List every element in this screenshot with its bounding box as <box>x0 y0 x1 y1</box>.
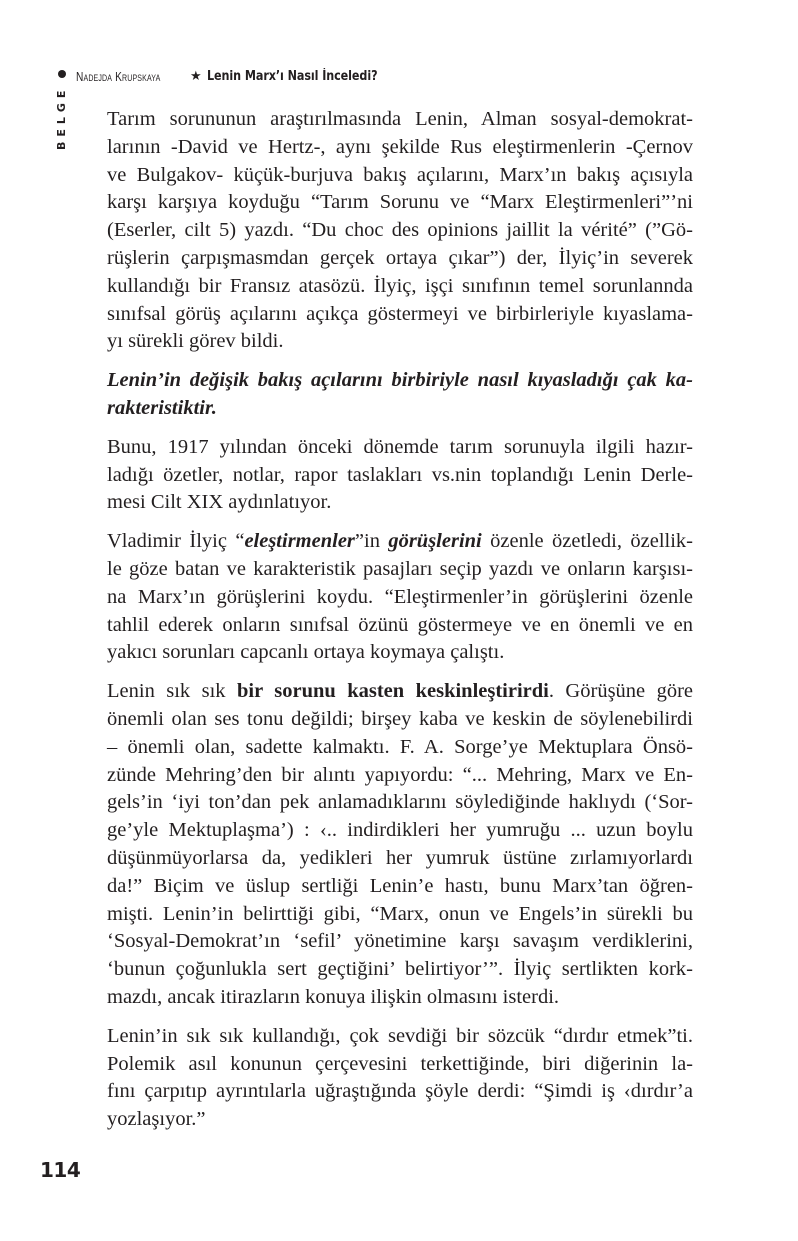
paragraph-1 <box>107 106 693 356</box>
text-line: ‘Sosyal-Demokrat’ın ‘sefil’ yönetimine karşı savaşım verdiklerini, <box>107 930 693 953</box>
running-head-book-title: Lenin Marx’ı Nasıl İnceledi? <box>206 68 378 84</box>
text-line: yakıcı sorunları capcanlı ortaya koymaya çalıştı. <box>107 641 505 664</box>
emphasis-run: görüşlerini <box>388 530 482 553</box>
text-line: fını çarpıtıp ayrıntılarla uğraştığında şöyle derdi: “Şimdi iş ‹dırdır’a <box>107 1080 693 1103</box>
text-line <box>107 678 693 706</box>
text-run: Vladimir İlyiç “ <box>107 530 245 553</box>
text-line: rüşlerin çarpışmasmdan gerçek ortaya çıkar”) der, İlyiç’in severek <box>107 246 693 269</box>
text-line: rakteristiktir. <box>107 396 217 419</box>
text-line: le göze batan ve karakteristik pasajları seçip yazdı ve onların karşısı- <box>107 557 693 580</box>
emphasis-run: eleştirmenler <box>244 530 355 553</box>
text-run: Lenin sık sık <box>107 680 237 703</box>
paragraph-2-emphasis <box>107 367 693 423</box>
text-run: . Görüşüne göre <box>548 680 694 703</box>
text-line: Lenin’in değişik bakış açılarını birbiriyle nasıl kıyasladığı çak ka- <box>107 369 693 392</box>
page-number: 114 <box>40 1158 81 1182</box>
text-line <box>107 528 693 556</box>
text-line: ge’yle Mektuplaşma’) : ‹.. indirdikleri her yumruğu ... uzun boylu <box>107 819 693 842</box>
text-line: zünde Mehring’den bir alıntı yapıyordu: “... Mehring, Marx ve En- <box>107 763 693 786</box>
text-line: önemli olan ses tonu değildi; birşey kaba ve keskin de söylenebilirdi <box>107 707 693 730</box>
text-line: mişti. Lenin’in belirttiği gibi, “Marx, onun ve Engels’in sürekli bu <box>107 902 693 925</box>
text-line: Tarım sorununun araştırılmasında Lenin, Alman sosyal-demokrat- <box>107 108 693 130</box>
text-line: ladığı özetler, notlar, rapor taslakları vs.nin toplandığı Lenin Derle- <box>107 463 693 486</box>
text-line: yozlaşıyor.” <box>107 1108 206 1131</box>
text-line: ‘bunun çoğunlukla sert geçtiğini’ belirtiyor’”. İlyiç sertlikten kork- <box>107 958 693 981</box>
paragraph-4 <box>107 528 693 667</box>
text-line: sınıfsal görüş açılarını açıkça göstermeyi ve birbirleriyle kıyaslama- <box>107 302 693 325</box>
text-line: na Marx’ın görüşlerini koydu. “Eleştirmenler’in görüşlerini özenle <box>107 585 693 608</box>
paragraph-6 <box>107 1023 693 1134</box>
text-line: mesi Cilt XIX aydınlatıyor. <box>107 491 332 514</box>
text-line: larının -David ve Hertz-, aynı şekilde Rus eleştirmenlerin -Çernov <box>107 135 693 158</box>
text-line: ve Bulgakov- küçük-burjuva bakış açılarını, Marx’ın bakış açısıyla <box>107 163 693 186</box>
text-line: Polemik asıl konunun çerçevesini terkettiğinde, biri diğerinin la- <box>107 1052 693 1075</box>
emphasis-run: bir sorunu kasten keskinleştirirdi <box>236 680 549 703</box>
text-run: özenle özetledi, özellik- <box>481 530 693 553</box>
text-line: düşünmüyorlarsa da, yedikleri her yumruk üstüne zırlamıyorlardı <box>107 846 693 869</box>
paragraph-5 <box>107 678 693 1012</box>
running-head-author: Nadejda Krupskaya <box>76 68 161 84</box>
text-line: tahlil ederek onların sınıfsal özünü göstermeye ve en önemli ve en <box>107 613 693 636</box>
star-icon: ★ <box>190 68 202 83</box>
text-line: yı sürekli görev bildi. <box>107 330 284 353</box>
text-line: mazdı, ancak itirazların konuya ilişkin olmasını isterdi. <box>107 985 560 1008</box>
text-line: (Eserler, cilt 5) yazdı. “Du choc des opinions jaillit la vérité” (”Gö- <box>107 219 693 242</box>
text-line: Lenin’in sık sık kullandığı, çok sevdiği bir sözcük “dırdır etmek”ti. <box>107 1024 693 1047</box>
text-line: – önemli olan, sadette kalmaktı. F. A. Sorge’ye Mektuplara Önsö- <box>107 735 693 758</box>
bullet-icon <box>58 70 66 78</box>
text-run: ”in <box>354 530 389 553</box>
text-line: karşı karşıya koyduğu “Tarım Sorunu ve “Marx Eleştirmenleri”’ni <box>107 191 693 214</box>
running-head <box>58 66 405 86</box>
text-line: gels’in ‘iyi ton’dan pek anlamadıklarını söylediğinde haklıydı (‘Sor- <box>107 791 693 814</box>
section-side-label: BELGE <box>55 85 68 150</box>
text-line: Bunu, 1917 yılından önceki dönemde tarım sorunuyla ilgili hazır- <box>107 435 693 458</box>
paragraph-3 <box>107 434 693 517</box>
text-line: kullandığı bir Fransız atasözü. İlyiç, işçi sınıfının temel sorunlannda <box>107 274 693 297</box>
body-text <box>107 106 693 1145</box>
text-line: da!” Biçim ve üslup sertliği Lenin’e hastı, bunu Marx’tan öğren- <box>107 874 693 897</box>
